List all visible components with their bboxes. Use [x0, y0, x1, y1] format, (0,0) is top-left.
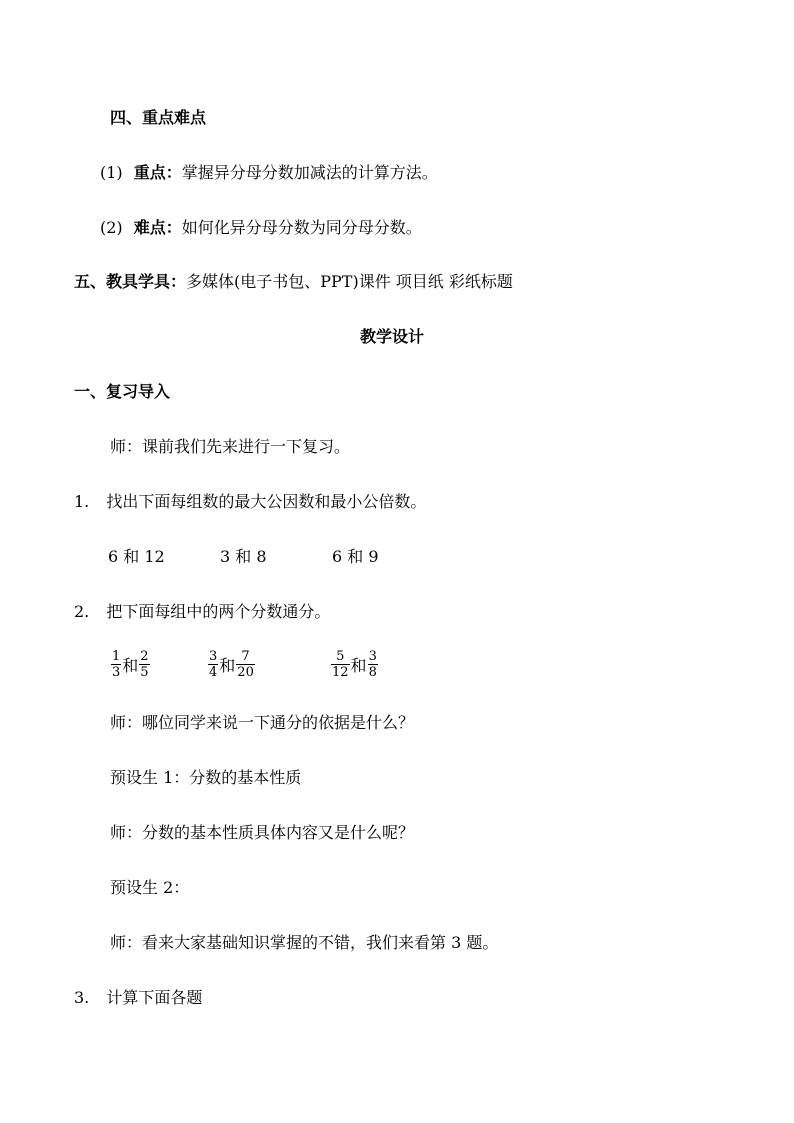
fraction-pair — [207, 649, 256, 680]
section4-heading: 四、重点难点 — [110, 108, 207, 127]
join-word: 和 — [122, 656, 139, 675]
question-text: 计算下面各题 — [106, 988, 203, 1007]
student-answer-1: 预设生 1：分数的基本性质 — [110, 768, 302, 787]
fraction-pair — [110, 649, 151, 680]
fraction-pair — [330, 649, 379, 680]
fraction: $\frac{3}{4}$ — [209, 649, 218, 680]
design-title: 教学设计 — [360, 327, 425, 346]
question-text: 把下面每组中的两个分数通分。 — [106, 602, 331, 621]
difficult-point-line — [100, 218, 422, 238]
question-text: 找出下面每组数的最大公因数和最小公倍数。 — [106, 492, 427, 511]
question-number: 2. — [74, 602, 90, 621]
question-2 — [74, 602, 330, 622]
number-group: 3 和 8 — [220, 547, 267, 566]
question-3 — [74, 988, 202, 1008]
item-number: (2) — [100, 218, 123, 237]
fraction: $\frac{3}{8}$ — [368, 649, 377, 680]
number-groups — [0, 547, 794, 567]
join-word: 和 — [350, 656, 367, 675]
join-word: 和 — [219, 656, 236, 675]
intro-line: 师：课前我们先来进行一下复习。 — [110, 437, 351, 456]
fraction: $\frac{1}{3}$ — [112, 649, 121, 680]
fraction: $\frac{5}{12}$ — [332, 649, 349, 680]
number-group: 6 和 12 — [108, 547, 165, 566]
key-point-line — [100, 163, 438, 183]
section5-text: 多媒体(电子书包、PPT)课件 项目纸 彩纸标题 — [186, 272, 513, 291]
section1-heading: 一、复习导入 — [74, 382, 171, 401]
question-number: 1. — [74, 492, 90, 511]
section5-line — [74, 272, 513, 292]
question-1 — [74, 492, 426, 512]
key-point-label: 重点： — [133, 163, 182, 182]
item-number: (1) — [100, 163, 123, 182]
student-answer-2: 预设生 2： — [110, 878, 190, 897]
teacher-followup: 师：分数的基本性质具体内容又是什么呢？ — [110, 823, 415, 842]
fraction: $\frac{2}{5}$ — [140, 649, 149, 680]
fraction-groups — [0, 649, 794, 689]
teacher-transition: 师：看来大家基础知识掌握的不错，我们来看第 3 题。 — [110, 933, 499, 952]
difficult-point-text: 如何化异分母分数为同分母分数。 — [181, 218, 422, 237]
number-group: 6 和 9 — [332, 547, 379, 566]
question-number: 3. — [74, 988, 90, 1007]
teacher-question: 师：哪位同学来说一下通分的依据是什么？ — [110, 713, 415, 732]
section5-label: 五、教具学具： — [74, 272, 187, 291]
key-point-text: 掌握异分母分数加减法的计算方法。 — [181, 163, 438, 182]
fraction: $\frac{7}{20}$ — [237, 649, 254, 680]
difficult-point-label: 难点： — [133, 218, 182, 237]
